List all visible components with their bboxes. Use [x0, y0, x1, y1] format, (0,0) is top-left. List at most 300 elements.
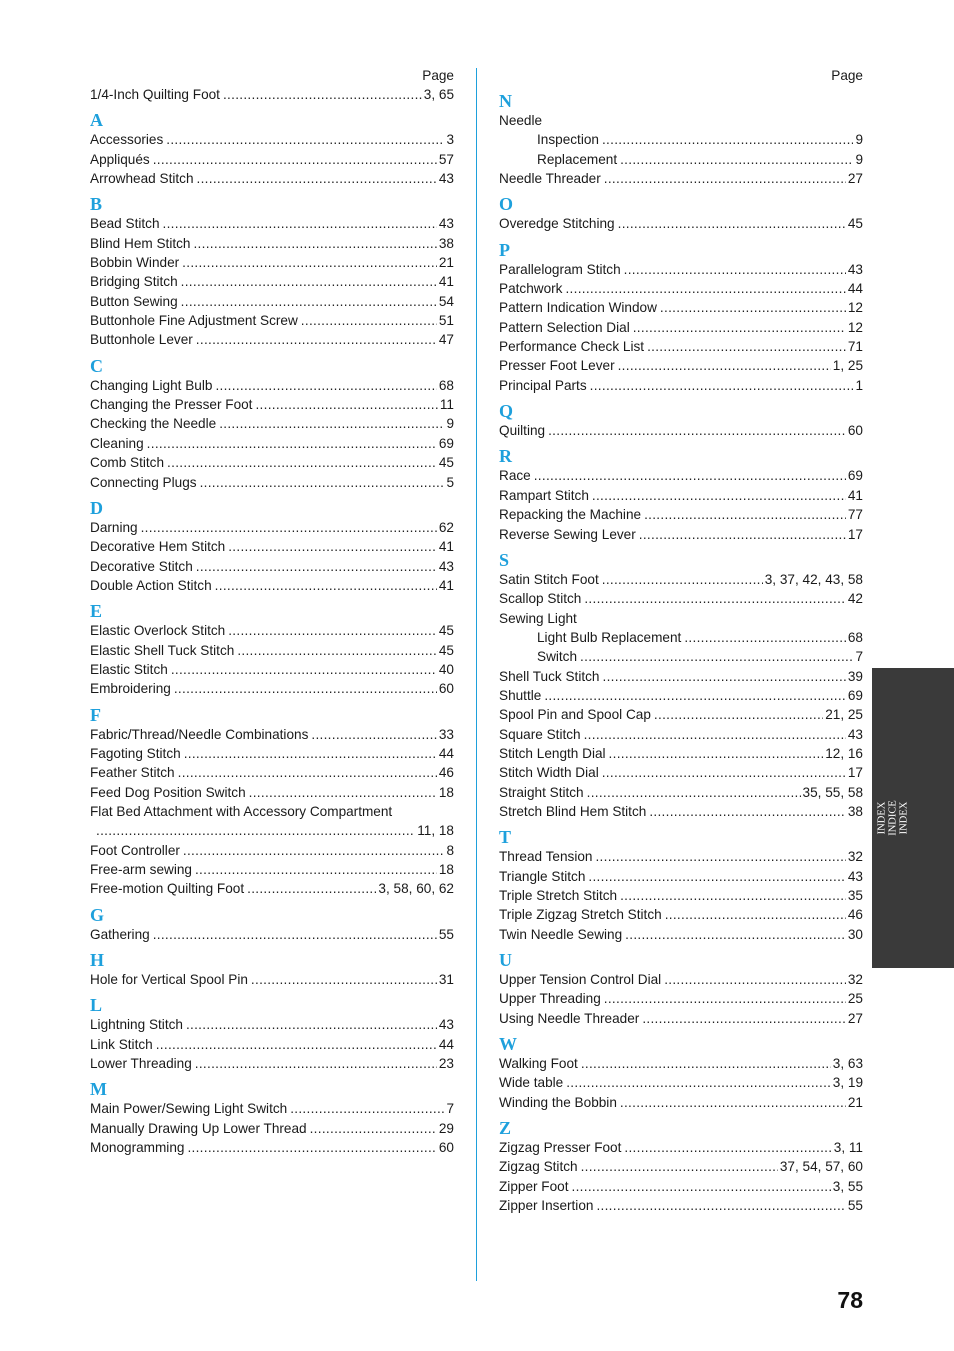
entry-page-ref: 31: [438, 972, 454, 988]
entry-page-ref: 3, 19: [832, 1075, 863, 1091]
entry-label: Switch: [537, 649, 578, 665]
dot-leader: [548, 421, 846, 440]
index-entry[interactable]: [90, 1138, 454, 1157]
entry-page-ref: 29: [438, 1120, 454, 1136]
entry-label: Walking Foot: [499, 1056, 578, 1072]
index-letter-heading: M: [90, 1079, 107, 1100]
dot-leader: [215, 376, 436, 395]
dot-leader: [604, 169, 846, 188]
index-letter-heading: L: [90, 995, 103, 1016]
entry-label: Winding the Bobbin: [499, 1094, 617, 1110]
entry-label: Fabric/Thread/Needle Combinations: [90, 726, 309, 742]
entry-page-ref: 77: [847, 507, 863, 523]
index-entry[interactable]: [90, 576, 454, 595]
index-entry[interactable]: [499, 505, 863, 524]
index-subentry[interactable]: [499, 150, 863, 169]
dot-leader: [572, 1177, 831, 1196]
index-list-right: [499, 87, 863, 1215]
entry-label: Bridging Stitch: [90, 274, 178, 290]
dot-leader: [290, 1099, 444, 1118]
index-entry[interactable]: [499, 260, 863, 279]
entry-page-ref: 5: [446, 474, 454, 490]
entry-page-ref: 41: [438, 274, 454, 290]
entry-page-ref: 21, 25: [825, 707, 863, 723]
index-entry[interactable]: [499, 989, 863, 1008]
dot-leader: [603, 667, 846, 686]
entry-page-ref: 1, 25: [832, 358, 863, 374]
entry-label: Spool Pin and Spool Cap: [499, 707, 651, 723]
dot-leader: [581, 1157, 778, 1176]
entry-label: Pattern Selection Dial: [499, 319, 630, 335]
index-entry[interactable]: [90, 253, 454, 272]
index-entry[interactable]: [90, 214, 454, 233]
index-entry[interactable]: [499, 886, 863, 905]
index-entry[interactable]: [90, 414, 454, 433]
dot-leader: [183, 841, 445, 860]
index-entry[interactable]: [499, 376, 863, 395]
entry-label: Sewing Light: [499, 610, 577, 626]
index-entry[interactable]: [499, 925, 863, 944]
dot-leader: [247, 879, 376, 898]
dot-leader: [592, 486, 846, 505]
dot-leader: [581, 1054, 831, 1073]
entry-label: Shell Tuck Stitch: [499, 668, 600, 684]
entry-page-ref: 3, 55: [832, 1178, 863, 1194]
dot-leader: [311, 725, 437, 744]
index-entry[interactable]: [499, 589, 863, 608]
index-list-left: [90, 85, 454, 1157]
index-subentry[interactable]: [499, 628, 863, 647]
index-entry[interactable]: [90, 802, 454, 821]
index-entry[interactable]: [90, 725, 454, 744]
index-entry[interactable]: [90, 376, 454, 395]
dot-leader: [301, 311, 437, 330]
entry-page-ref: 55: [847, 1198, 863, 1214]
entry-label: Wide table: [499, 1075, 564, 1091]
entry-label: Upper Threading: [499, 991, 601, 1007]
index-entry[interactable]: [90, 169, 454, 188]
dot-leader: [184, 744, 437, 763]
index-letter-heading: E: [90, 601, 103, 622]
entry-page-ref: 41: [847, 487, 863, 503]
entry-page-ref: 11, 18: [417, 823, 454, 839]
entry-page-ref: 54: [438, 293, 454, 309]
dot-leader: [604, 989, 846, 1008]
dot-leader: [147, 434, 437, 453]
index-entry[interactable]: [499, 1073, 863, 1092]
index-letter-heading: Z: [499, 1118, 512, 1139]
entry-page-ref: 68: [847, 629, 863, 645]
index-entry[interactable]: [499, 763, 863, 782]
dot-leader: [156, 1035, 437, 1054]
entry-label: Bead Stitch: [90, 216, 160, 232]
index-entry[interactable]: [499, 466, 863, 485]
side-tab-line-english: INDEX: [876, 801, 888, 835]
index-letter-heading: R: [499, 446, 512, 467]
index-entry[interactable]: [499, 486, 863, 505]
entry-label: Embroidering: [90, 681, 171, 697]
index-entry[interactable]: [90, 1015, 454, 1034]
entry-label: Principal Parts: [499, 377, 587, 393]
index-letter-heading: N: [499, 91, 512, 111]
entry-label: Feather Stitch: [90, 765, 175, 781]
entry-page-ref: 30: [847, 926, 863, 942]
dot-leader: [195, 860, 437, 879]
dot-leader: [195, 1054, 437, 1073]
entry-label: Cleaning: [90, 435, 144, 451]
entry-page-ref: 9: [855, 151, 863, 167]
entry-page-ref: 43: [438, 1017, 454, 1033]
entry-label: Appliqués: [90, 151, 150, 167]
index-entry[interactable]: [90, 641, 454, 660]
index-entry[interactable]: [90, 395, 454, 414]
index-entry[interactable]: [90, 453, 454, 472]
index-entry[interactable]: [499, 298, 863, 317]
entry-label: Scallop Stitch: [499, 591, 582, 607]
dot-leader: [624, 1138, 831, 1157]
entry-page-ref: 18: [438, 862, 454, 877]
entry-label: Triangle Stitch: [499, 868, 586, 884]
entry-label: Zigzag Stitch: [499, 1159, 578, 1175]
entry-label: Blind Hem Stitch: [90, 235, 191, 251]
dot-leader: [684, 628, 846, 647]
index-entry[interactable]: [90, 841, 454, 860]
index-entry[interactable]: [499, 744, 863, 763]
index-entry[interactable]: [499, 1177, 863, 1196]
index-entry[interactable]: [90, 763, 454, 782]
entry-label: Reverse Sewing Lever: [499, 526, 636, 542]
dot-leader: [644, 505, 846, 524]
dot-leader: [580, 647, 853, 666]
dot-leader: [620, 1093, 846, 1112]
entry-label: Link Stitch: [90, 1036, 153, 1052]
dot-leader: [595, 847, 845, 866]
dot-leader: [249, 783, 437, 802]
index-entry[interactable]: [90, 679, 454, 698]
entry-label: Fagoting Stitch: [90, 745, 181, 761]
index-entry[interactable]: [499, 421, 863, 440]
dot-leader: [602, 130, 853, 149]
entry-label: Inspection: [537, 132, 599, 148]
entry-label: Pattern Indication Window: [499, 300, 657, 316]
index-letter-heading: U: [499, 950, 512, 971]
index-entry[interactable]: [499, 1157, 863, 1176]
dot-leader: [186, 1015, 437, 1034]
entry-label: Connecting Plugs: [90, 474, 197, 490]
dot-leader: [588, 867, 845, 886]
index-letter-heading: T: [499, 827, 512, 848]
index-entry[interactable]: [499, 867, 863, 886]
entry-page-ref: 62: [438, 519, 454, 535]
index-entry[interactable]: [499, 705, 863, 724]
entry-page-ref: 41: [438, 577, 454, 593]
dot-leader: [584, 589, 846, 608]
index-letter-heading: A: [90, 110, 103, 131]
index-entry[interactable]: [90, 234, 454, 253]
dot-leader: [187, 1138, 436, 1157]
index-entry[interactable]: [499, 1138, 863, 1157]
entry-label: Zipper Insertion: [499, 1198, 594, 1214]
dot-leader: [624, 260, 846, 279]
entry-label: Twin Needle Sewing: [499, 926, 623, 942]
entry-page-ref: 69: [847, 468, 863, 484]
dot-leader: [587, 783, 801, 802]
index-entry[interactable]: [499, 725, 863, 744]
index-entry[interactable]: [499, 905, 863, 924]
entry-label: Decorative Hem Stitch: [90, 539, 226, 555]
entry-page-ref: 23: [438, 1056, 454, 1072]
entry-page-ref: 57: [438, 151, 454, 167]
dot-leader: [647, 337, 846, 356]
entry-page-ref: 43: [847, 261, 863, 277]
index-entry[interactable]: [499, 783, 863, 802]
index-entry[interactable]: [90, 557, 454, 576]
index-letter-heading: H: [90, 950, 105, 971]
dot-leader: [228, 537, 437, 556]
dot-leader: [255, 395, 437, 414]
index-entry[interactable]: [499, 169, 863, 188]
entry-page-ref: 12: [847, 319, 863, 335]
entry-page-ref: 51: [438, 313, 454, 329]
index-entry[interactable]: [90, 783, 454, 802]
dot-leader: [174, 679, 437, 698]
entry-page-ref: 38: [847, 803, 863, 819]
entry-page-ref: 43: [438, 216, 454, 232]
index-entry[interactable]: [499, 609, 863, 628]
index-entry[interactable]: [499, 686, 863, 705]
entry-page-ref: 1: [855, 377, 863, 393]
entry-page-ref: 45: [438, 455, 454, 471]
entry-page-ref: 17: [847, 526, 863, 542]
dot-leader: [237, 641, 437, 660]
entry-label: Manually Drawing Up Lower Thread: [90, 1120, 307, 1136]
entry-label: Quilting: [499, 423, 546, 439]
entry-label: Checking the Needle: [90, 416, 217, 432]
entry-page-ref: 39: [847, 668, 863, 684]
entry-label: Zipper Foot: [499, 1178, 569, 1194]
index-entry[interactable]: [90, 660, 454, 679]
index-entry[interactable]: [499, 1009, 863, 1028]
entry-page-ref: 3, 63: [832, 1056, 863, 1072]
index-entry[interactable]: [499, 525, 863, 544]
entry-page-ref: 27: [847, 171, 863, 187]
entry-label: Foot Controller: [90, 842, 180, 858]
page-column-header: Page: [422, 68, 454, 83]
entry-label: Main Power/Sewing Light Switch: [90, 1101, 288, 1117]
index-entry[interactable]: [90, 518, 454, 537]
dot-leader: [215, 576, 437, 595]
index-entry[interactable]: [90, 292, 454, 311]
dot-leader: [182, 253, 437, 272]
entry-page-ref: 7: [855, 649, 863, 665]
entry-label: Square Stitch: [499, 726, 581, 742]
entry-label: Lower Threading: [90, 1056, 192, 1072]
dot-leader: [96, 821, 415, 840]
dot-leader: [544, 686, 846, 705]
entry-page-ref: 35: [847, 888, 863, 903]
dot-leader: [181, 292, 437, 311]
index-subentry[interactable]: [499, 130, 863, 149]
dot-leader: [197, 169, 437, 188]
dot-leader: [664, 970, 846, 989]
entry-label: Replacement: [537, 151, 618, 167]
dot-leader: [196, 330, 437, 349]
dot-leader: [620, 150, 853, 169]
index-entry[interactable]: [90, 85, 454, 104]
index-entry[interactable]: [499, 1196, 863, 1215]
entry-label: Overedge Stitching: [499, 216, 615, 232]
entry-page-ref: 35, 55, 58: [802, 784, 863, 800]
dot-leader: [649, 802, 846, 821]
entry-label: Accessories: [90, 132, 164, 148]
index-entry[interactable]: [90, 537, 454, 556]
entry-page-ref: 43: [438, 171, 454, 187]
entry-page-ref: 11: [439, 397, 454, 413]
index-entry[interactable]: [90, 879, 454, 898]
index-entry[interactable]: [499, 337, 863, 356]
entry-label: Decorative Stitch: [90, 558, 193, 574]
index-entry[interactable]: [499, 1054, 863, 1073]
entry-page-ref: 7: [446, 1101, 454, 1117]
index-letter-heading: C: [90, 355, 103, 376]
index-entry[interactable]: [90, 970, 454, 989]
index-entry[interactable]: [90, 1119, 454, 1138]
index-entry[interactable]: [499, 318, 863, 337]
entry-page-ref: 60: [438, 1140, 454, 1156]
index-entry[interactable]: [90, 473, 454, 492]
entry-label: Monogramming: [90, 1140, 185, 1156]
entry-page-ref: 21: [438, 255, 454, 271]
index-entry[interactable]: [90, 330, 454, 349]
dot-leader: [590, 376, 854, 395]
entry-page-ref: 3, 58, 60, 62: [378, 881, 454, 897]
index-entry[interactable]: [90, 621, 454, 640]
entry-label: Straight Stitch: [499, 784, 584, 800]
index-entry[interactable]: [499, 279, 863, 298]
entry-page-ref: 43: [847, 868, 863, 884]
entry-page-ref: 27: [847, 1010, 863, 1026]
entry-label: Rampart Stitch: [499, 487, 589, 503]
entry-page-ref: 8: [446, 842, 454, 858]
dot-leader: [166, 130, 444, 149]
index-entry[interactable]: [90, 434, 454, 453]
entry-label: Hole for Vertical Spool Pin: [90, 972, 248, 988]
index-entry[interactable]: [90, 272, 454, 291]
entry-label: Shuttle: [499, 687, 542, 703]
index-entry[interactable]: [499, 802, 863, 821]
entry-label: Elastic Shell Tuck Stitch: [90, 642, 235, 658]
entry-label: Stitch Length Dial: [499, 745, 606, 761]
index-entry[interactable]: [499, 1093, 863, 1112]
dot-leader: [153, 150, 437, 169]
index-entry[interactable]: [499, 356, 863, 375]
side-tab-line-french: INDEX: [898, 801, 910, 835]
entry-label: Upper Tension Control Dial: [499, 972, 662, 988]
index-entry[interactable]: [499, 970, 863, 989]
dot-leader: [618, 214, 846, 233]
entry-label: Gathering: [90, 926, 150, 942]
entry-page-ref: 45: [847, 216, 863, 232]
index-letter-heading: G: [90, 904, 105, 925]
index-column-right: [499, 66, 863, 1215]
entry-page-ref: 3, 37, 42, 43, 58: [764, 571, 863, 587]
dot-leader: [181, 272, 437, 291]
index-entry[interactable]: [90, 860, 454, 879]
entry-page-ref: 37, 54, 57, 60: [779, 1159, 863, 1175]
entry-page-ref: 12: [847, 300, 863, 316]
index-entry[interactable]: [90, 1099, 454, 1118]
dot-leader: [609, 744, 824, 763]
entry-label: Comb Stitch: [90, 455, 165, 471]
dot-leader: [584, 725, 846, 744]
entry-label: Flat Bed Attachment with Accessory Compartment: [90, 803, 393, 819]
index-entry[interactable]: [90, 311, 454, 330]
dot-leader: [153, 925, 437, 944]
entry-page-ref: 44: [847, 281, 863, 297]
entry-label: Performance Check List: [499, 339, 645, 355]
entry-page-ref: 46: [847, 907, 863, 923]
index-letter-heading: F: [90, 704, 101, 725]
dot-leader: [193, 234, 436, 253]
entry-label: Light Bulb Replacement: [537, 629, 682, 645]
page-column-header: Page: [831, 68, 863, 83]
index-entry[interactable]: [90, 150, 454, 169]
entry-label: 1/4-Inch Quilting Foot: [90, 87, 220, 102]
dot-leader: [310, 1119, 437, 1138]
entry-label: Feed Dog Position Switch: [90, 784, 246, 800]
entry-label: Buttonhole Fine Adjustment Screw: [90, 313, 298, 329]
entry-page-ref: 60: [438, 681, 454, 697]
index-entry[interactable]: [499, 111, 863, 130]
index-subentry[interactable]: [499, 647, 863, 666]
entry-page-ref: 9: [446, 416, 454, 432]
entry-page-ref: 33: [438, 726, 454, 742]
index-column-left: [90, 66, 454, 1157]
index-letter-heading: O: [499, 194, 514, 215]
index-entry[interactable]: [90, 130, 454, 149]
page-number: 78: [837, 1287, 863, 1313]
index-letter-heading: Q: [499, 401, 514, 422]
index-entry[interactable]: [90, 1035, 454, 1054]
index-entry[interactable]: [499, 570, 863, 589]
dot-leader: [602, 763, 846, 782]
entry-label: Elastic Overlock Stitch: [90, 623, 226, 639]
dot-leader: [625, 925, 846, 944]
index-entry[interactable]: [90, 1054, 454, 1073]
entry-page-ref: 44: [438, 745, 454, 761]
index-letter-heading: W: [499, 1034, 517, 1055]
entry-label: Changing the Presser Foot: [90, 397, 253, 413]
entry-page-ref: 43: [847, 726, 863, 742]
entry-page-ref: 71: [847, 339, 863, 355]
entry-page-ref: 60: [847, 423, 863, 439]
index-entry[interactable]: [499, 214, 863, 233]
side-tab-line-spanish: INDICE: [887, 800, 899, 836]
entry-page-ref: 42: [847, 591, 863, 607]
dot-leader: [163, 214, 437, 233]
index-entry[interactable]: [90, 925, 454, 944]
entry-label: Repacking the Machine: [499, 507, 642, 523]
dot-leader: [219, 414, 444, 433]
dot-leader: [566, 1073, 831, 1092]
entry-page-ref: 3: [446, 132, 454, 148]
index-entry[interactable]: [90, 821, 454, 840]
index-entry[interactable]: [499, 667, 863, 686]
index-entry[interactable]: [90, 744, 454, 763]
dot-leader: [178, 763, 437, 782]
index-entry[interactable]: [499, 847, 863, 866]
dot-leader: [167, 453, 437, 472]
